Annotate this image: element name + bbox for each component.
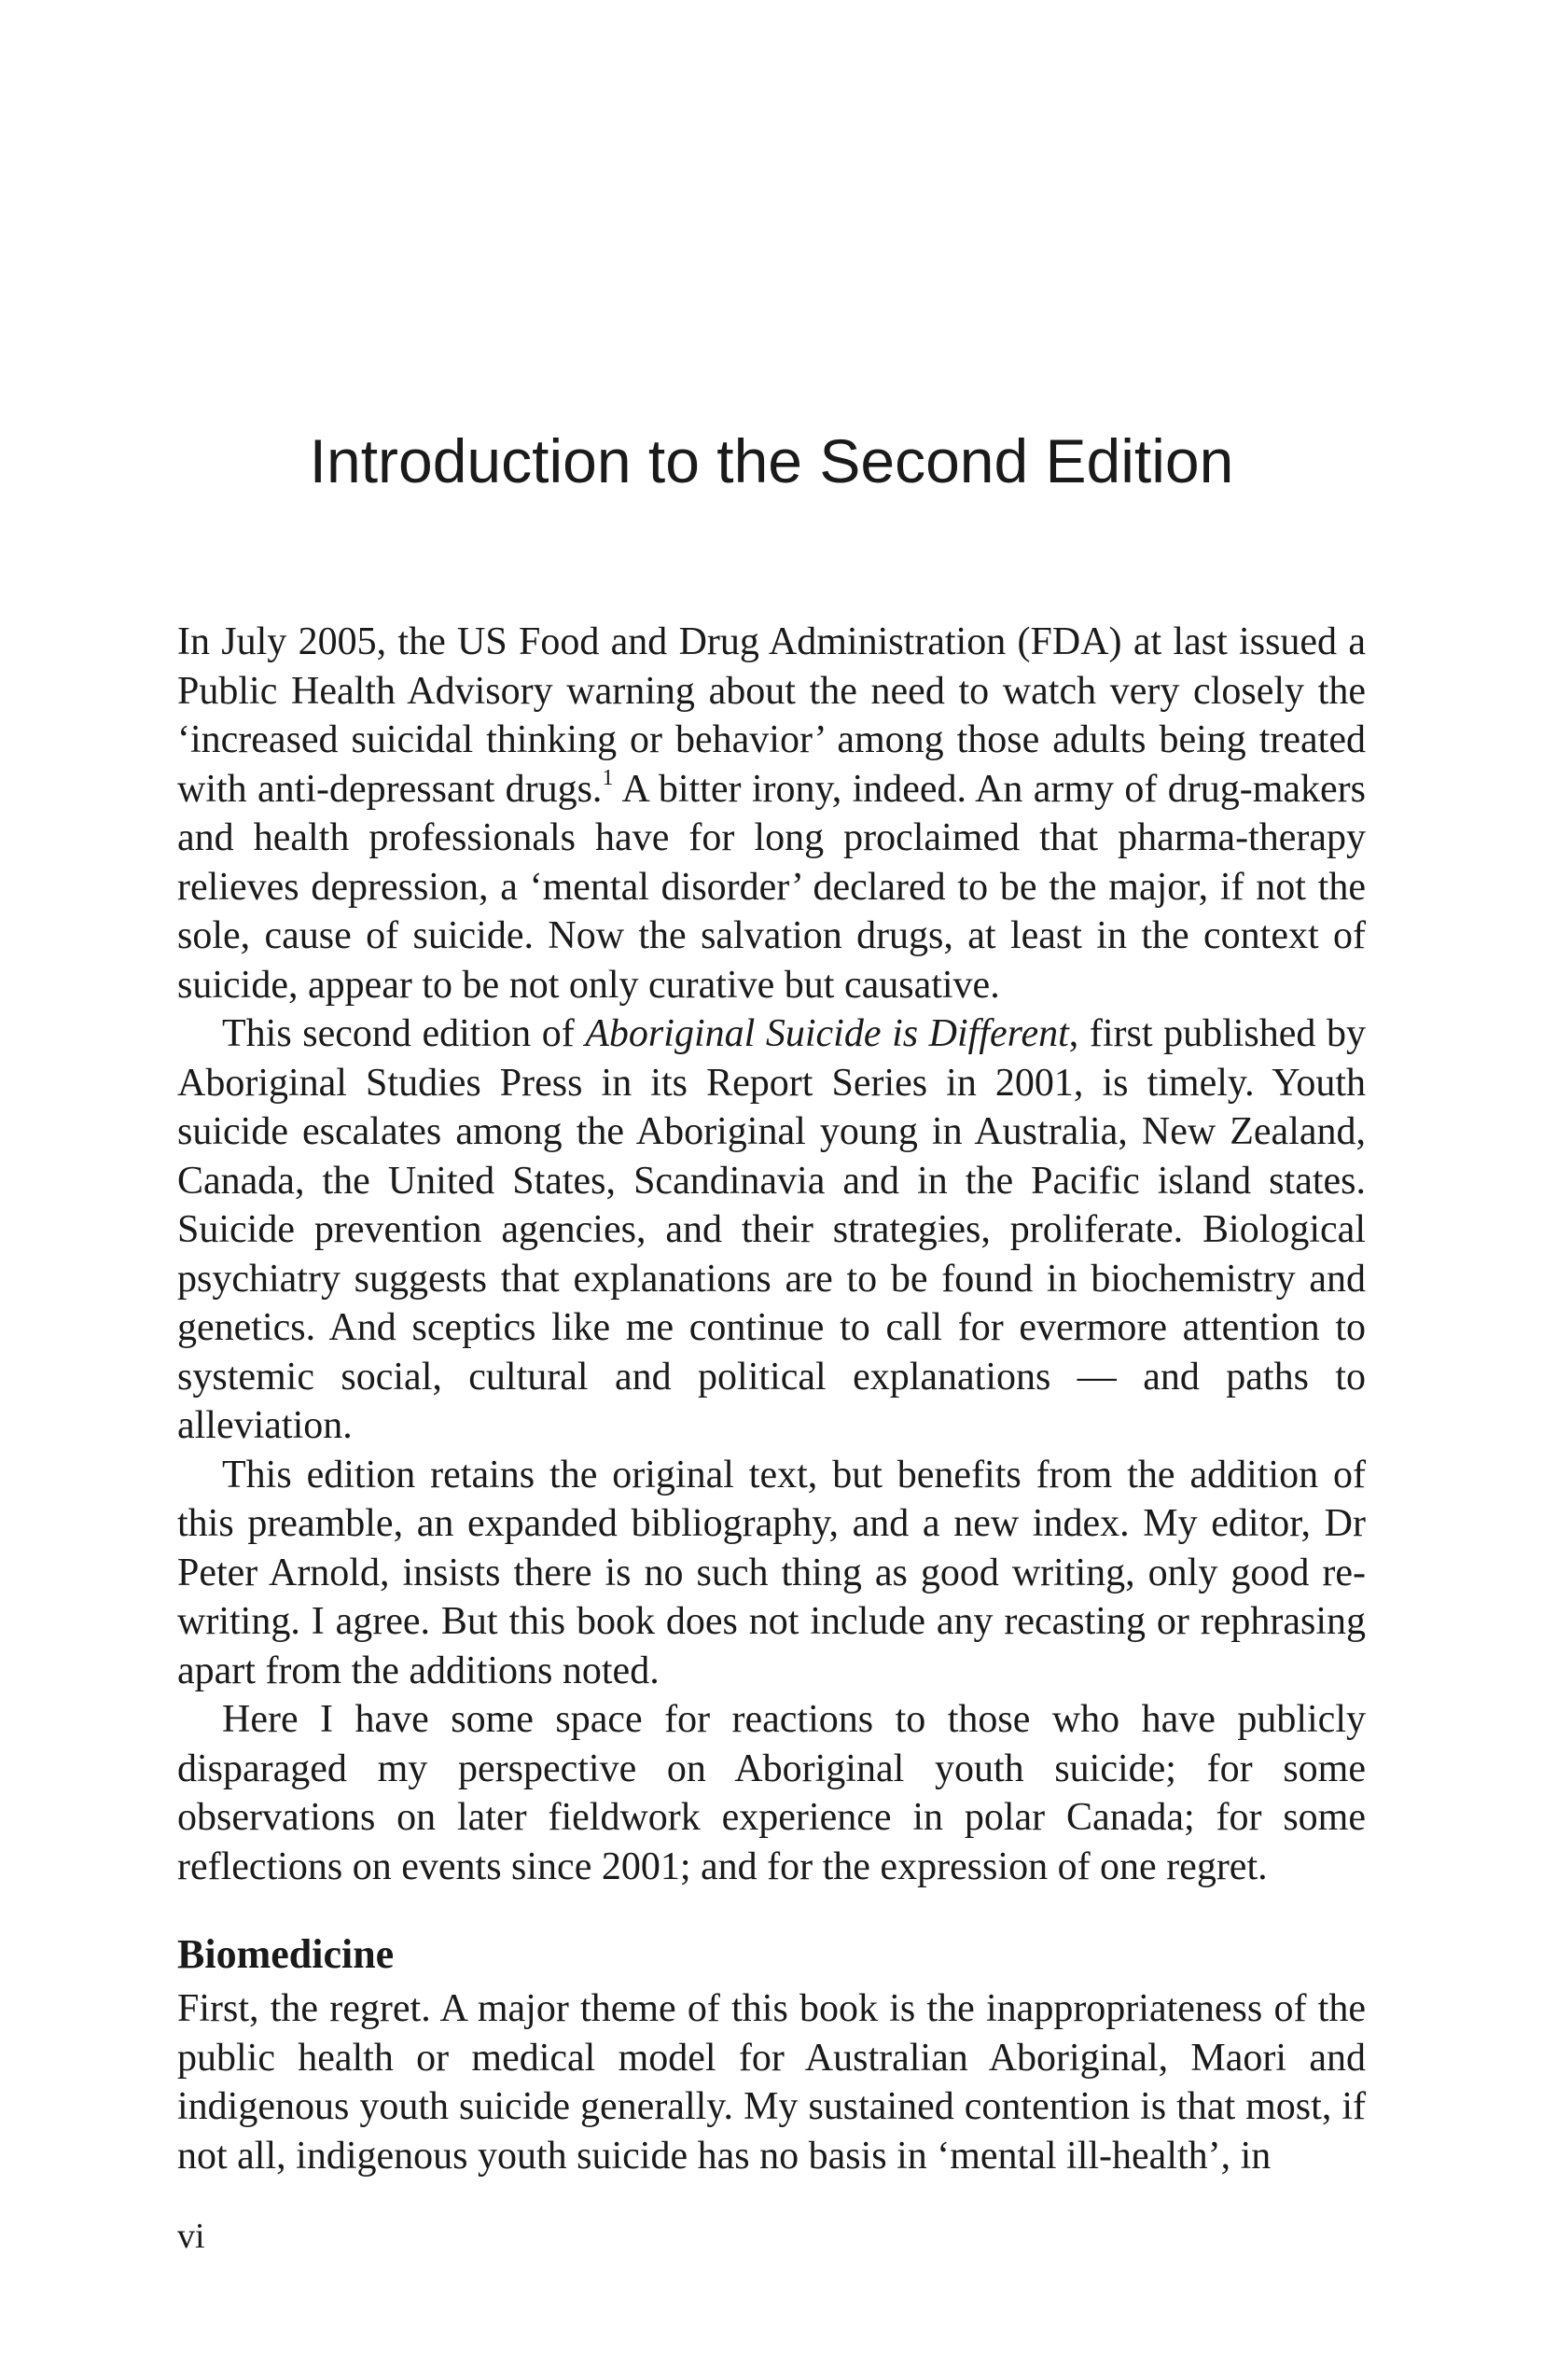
paragraph-2-text-b: , first published by Aboriginal Studies Press in its Report Series in 2001, is timely. Youth suicide escalates among the Aboriginal young in Australia, New Zealand, Canada, the United States, Scandinavia and in the Pacific island states. Suicide prevention agencies, and their strategies, proliferate. Biological psychiatry suggests that explanations are to be found in biochemistry and genetics. And sceptics like me continue to call for evermore attention to systemic social, cultural and political explanations — and paths to alleviation. (177, 1012, 1367, 1447)
chapter-title: Introduction to the Second Edition (309, 426, 1234, 495)
book-title-italic: Aboriginal Suicide is Different (585, 1012, 1069, 1055)
footnote-marker-1: 1 (602, 765, 614, 790)
paragraph-2 (177, 1009, 1366, 1451)
paragraph-3: This edition retains the original text, but benefits from the addition of this preamble, an expanded bibliography, and a new index. My editor, Dr Peter Arnold, insists there is no such thing as good writing, only good re-writing. I agree. But this book does not include any recasting or rephrasing apart from the additions noted. (177, 1453, 1366, 1692)
paragraph-1-text-a: In July 2005, the US Food and Drug Administration (FDA) at last issued a Public Health Advisory warning about the need to watch very closely the ‘increased suicidal thinking or behavior’ among those adults being treated with anti-depressant drugs. (177, 620, 1366, 811)
section-heading-biomedicine: Biomedicine (177, 1931, 395, 1977)
paragraph-4: Here I have some space for reactions to those who have publicly disparaged my perspective on Aboriginal youth suicide; for some observations on later fieldwork experience in polar Canada; for some reflections on events since 2001; and for the expression of one regret. (177, 1698, 1366, 1888)
section-paragraph-1: First, the regret. A major theme of this book is the inappropriateness of the public health or medical model for Australian Aboriginal, Maori and indigenous youth suicide generally. My sustained contention is that most, if not all, indigenous youth suicide has no basis in ‘mental ill-health’, in (177, 1987, 1366, 2178)
paragraph-2-text-a: This second edition of (222, 1012, 586, 1055)
page-number: vi (177, 2217, 205, 2256)
body-text (177, 618, 1366, 2180)
paragraph-1-text-b: A bitter irony, indeed. An army of drug-makers and health professionals have for long proclaimed that pharma-therapy relieves depression, a ‘mental disorder’ declared to be the major, if not the sole, cause of suicide. Now the salvation drugs, at least in the context of suicide, appear to be not only curative but causative. (177, 767, 1366, 1007)
paragraph-1 (177, 618, 1366, 1009)
